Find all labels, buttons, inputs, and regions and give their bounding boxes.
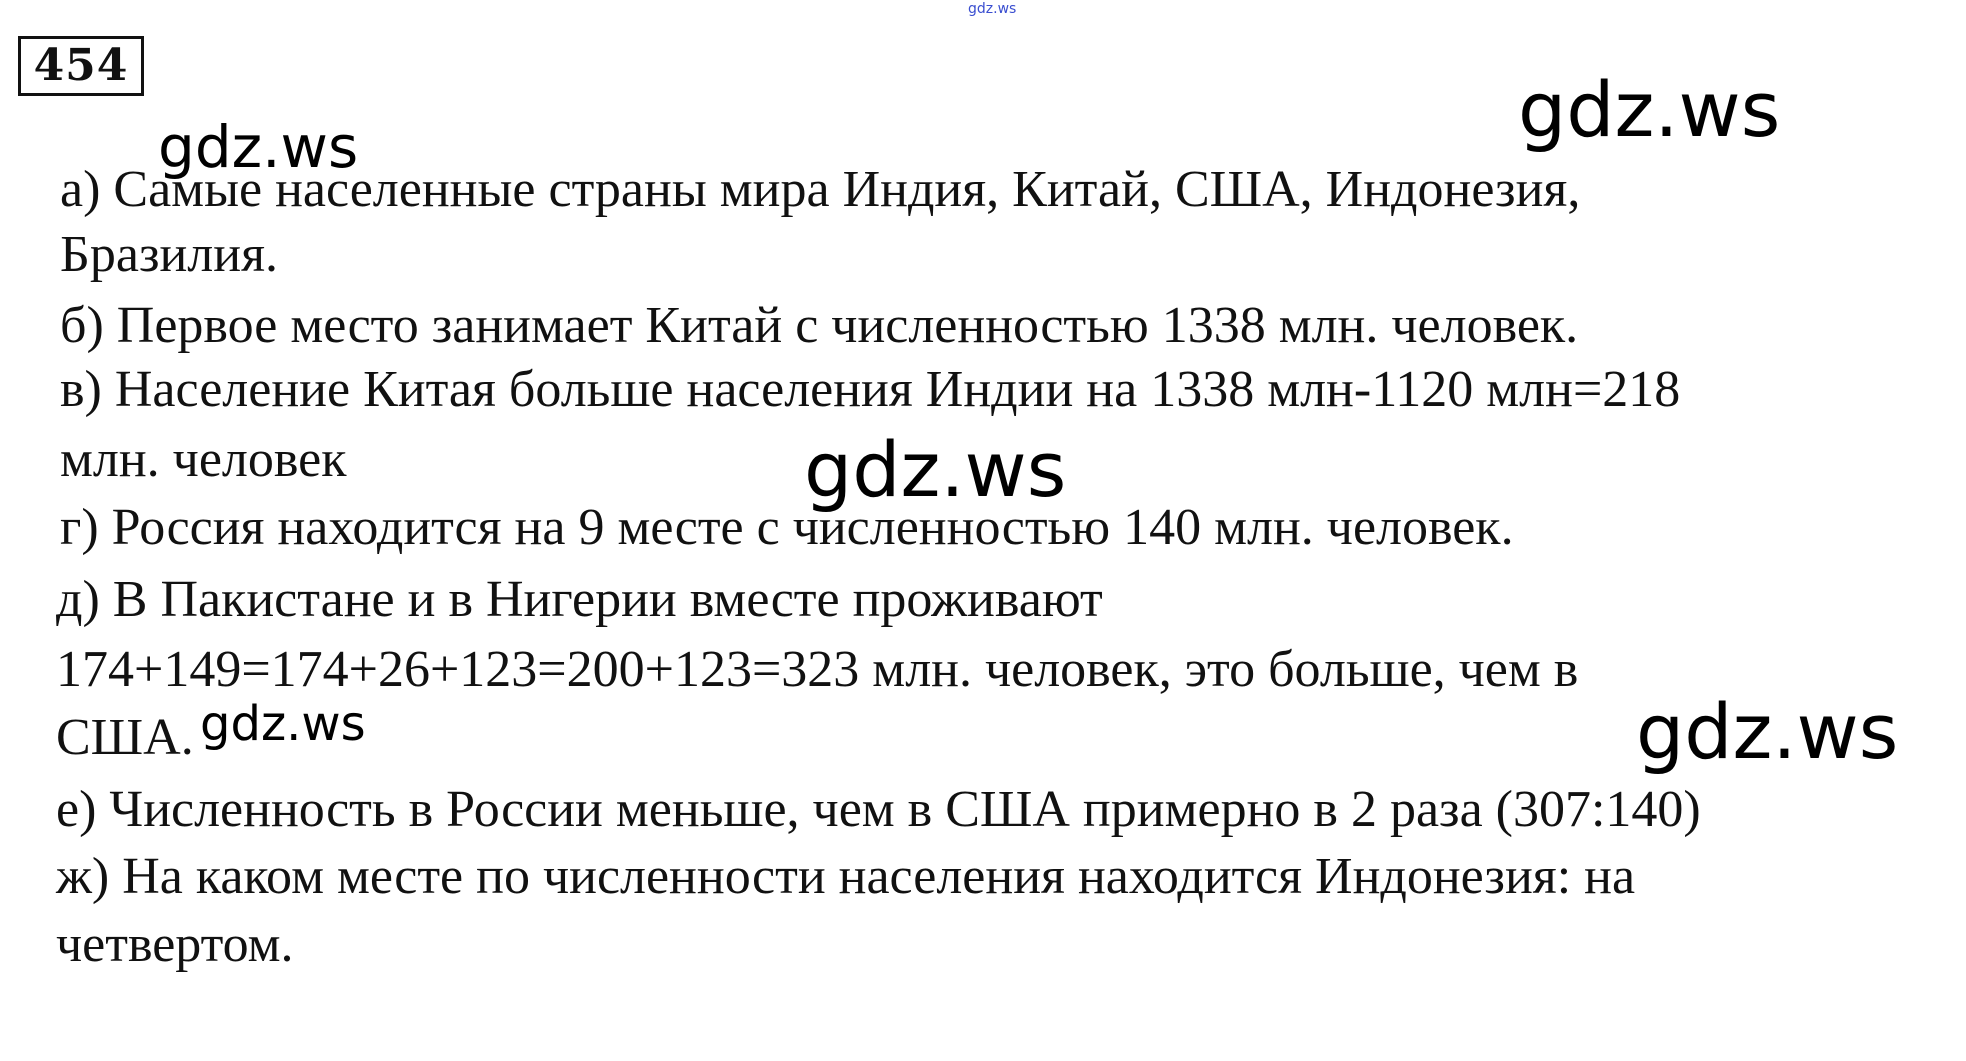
answer-line-v-cont: млн. человек	[60, 431, 347, 488]
answer-line-b: б) Первое место занимает Китай с численностью 1338 млн. человек.	[60, 297, 1579, 354]
answer-line-v: в) Население Китая больше населения Индии на 1338 млн-1120 млн=218	[60, 361, 1681, 418]
answer-line-d: д) В Пакистане и в Нигерии вместе проживают	[56, 571, 1103, 628]
answer-line-a-cont: Бразилия.	[60, 226, 279, 283]
watermark-center: gdz.ws	[804, 425, 1067, 514]
watermark-top-right: gdz.ws	[1518, 65, 1781, 154]
watermark-left: gdz.ws	[158, 113, 359, 181]
task-number: 454	[18, 36, 144, 96]
watermark-top: gdz.ws	[968, 1, 1017, 17]
watermark-lower-left: gdz.ws	[200, 696, 366, 752]
answer-line-zh-cont: четвертом.	[56, 916, 294, 973]
answer-line-d-cont: 174+149=174+26+123=200+123=323 млн. человек, это больше, чем в	[56, 641, 1579, 698]
answer-line-d-end: США.	[56, 709, 194, 766]
answer-line-g: г) Россия находится на 9 месте с численностью 140 млн. человек.	[60, 499, 1514, 556]
answer-line-zh: ж) На каком месте по численности населения находится Индонезия: на	[56, 848, 1636, 905]
answer-line-a: а) Самые населенные страны мира Индия, Китай, США, Индонезия,	[60, 161, 1581, 218]
watermark-lower-right: gdz.ws	[1636, 687, 1899, 776]
answer-line-e: е) Численность в России меньше, чем в США примерно в 2 раза (307:140)	[56, 781, 1701, 838]
